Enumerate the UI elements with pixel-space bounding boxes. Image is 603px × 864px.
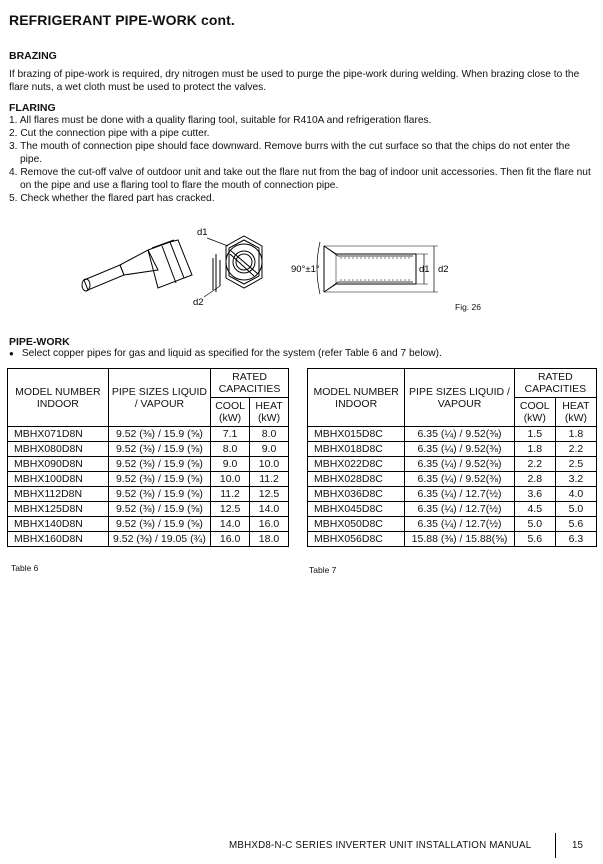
d2-pipe-label: d2 <box>438 264 449 275</box>
heat-cell: 9.0 <box>250 442 289 457</box>
heat-cell: 3.2 <box>555 472 596 487</box>
header-rated-capacities: RATED CAPACITIES <box>514 369 596 398</box>
heat-cell: 14.0 <box>250 502 289 517</box>
model-cell: MBHX100D8N <box>8 472 109 487</box>
table-7 <box>307 368 597 547</box>
cool-cell: 5.6 <box>514 532 555 547</box>
flaring-step: 5. Check whether the flared part has cracked. <box>9 193 215 204</box>
table-row <box>308 457 597 472</box>
cool-cell: 16.0 <box>211 532 250 547</box>
pipe-size-cell: 6.35 (¼) / 9.52(⅜) <box>405 427 514 442</box>
angle-label: 90°±1° <box>291 264 320 275</box>
heat-cell: 1.8 <box>555 427 596 442</box>
table-row <box>308 487 597 502</box>
cool-cell: 8.0 <box>211 442 250 457</box>
cool-cell: 5.0 <box>514 517 555 532</box>
brazing-text: If brazing of pipe-work is required, dry nitrogen must be used to purge the pipe-work during welding. When brazing close to the flare nuts, a wet cloth must be used to protect the valves. <box>9 69 580 93</box>
flaring-heading: FLARING <box>9 102 56 114</box>
table-row <box>8 472 289 487</box>
model-cell: MBHX125D8N <box>8 502 109 517</box>
model-cell: MBHX028D8C <box>308 472 405 487</box>
cool-cell: 4.5 <box>514 502 555 517</box>
header-heat: HEAT (kW) <box>250 398 289 427</box>
model-cell: MBHX160D8N <box>8 532 109 547</box>
table-row <box>8 532 289 547</box>
flaring-step: 4. Remove the cut-off valve of outdoor unit and take out the flare nut from the bag of indoor unit accessories. Then fit the flare nut on the pipe and use a flaring tool to flare the mouth of connection pipe. <box>9 167 591 191</box>
pipe-size-cell: 6.35 (¼) / 12.7(½) <box>405 502 514 517</box>
cool-cell: 1.8 <box>514 442 555 457</box>
model-cell: MBHX071D8N <box>8 427 109 442</box>
header-model: MODEL NUMBER INDOOR <box>308 369 405 427</box>
heat-cell: 18.0 <box>250 532 289 547</box>
footer-divider <box>555 833 556 858</box>
figure-caption: Fig. 26 <box>455 302 481 312</box>
table-row <box>308 532 597 547</box>
pipe-size-cell: 9.52 (⅜) / 15.9 (⅝) <box>108 502 210 517</box>
pipe-size-cell: 9.52 (⅜) / 15.9 (⅝) <box>108 472 210 487</box>
model-cell: MBHX015D8C <box>308 427 405 442</box>
heat-cell: 12.5 <box>250 487 289 502</box>
cool-cell: 11.2 <box>211 487 250 502</box>
cool-cell: 2.8 <box>514 472 555 487</box>
table-row <box>8 457 289 472</box>
header-rated-capacities: RATED CAPACITIES <box>211 369 289 398</box>
heat-cell: 10.0 <box>250 457 289 472</box>
pipe-size-cell: 6.35 (¼) / 9.52(⅜) <box>405 472 514 487</box>
heat-cell: 4.0 <box>555 487 596 502</box>
model-cell: MBHX090D8N <box>8 457 109 472</box>
bullet-dot: ● <box>9 349 14 358</box>
model-cell: MBHX080D8N <box>8 442 109 457</box>
model-cell: MBHX045D8C <box>308 502 405 517</box>
cool-cell: 3.6 <box>514 487 555 502</box>
table-6 <box>7 368 289 547</box>
flaring-list <box>9 114 594 205</box>
pipe-size-cell: 6.35 (¼) / 12.7(½) <box>405 517 514 532</box>
table-row <box>308 502 597 517</box>
pipework-bullet-text: Select copper pipes for gas and liquid as specified for the system (refer Table 6 and 7 below). <box>21 348 442 359</box>
pipe-size-cell: 6.35 (¼) / 12.7(½) <box>405 487 514 502</box>
flare-figure <box>80 220 500 315</box>
header-cool: COOL (kW) <box>211 398 250 427</box>
page-title: REFRIGERANT PIPE-WORK cont. <box>9 12 235 28</box>
cool-cell: 9.0 <box>211 457 250 472</box>
model-cell: MBHX036D8C <box>308 487 405 502</box>
flaring-step: 3. The mouth of connection pipe should face downward. Remove burrs with the cut surface so that the chips do not enter the pipe. <box>9 141 571 165</box>
flare-nut-side-drawing <box>82 240 192 291</box>
heat-cell: 2.5 <box>555 457 596 472</box>
heat-cell: 5.6 <box>555 517 596 532</box>
heat-cell: 5.0 <box>555 502 596 517</box>
page-number: 15 <box>572 840 583 851</box>
table-row <box>308 472 597 487</box>
pipe-size-cell: 15.88 (⅜) / 15.88(⅝) <box>405 532 514 547</box>
heat-cell: 8.0 <box>250 427 289 442</box>
model-cell: MBHX140D8N <box>8 517 109 532</box>
pipe-size-cell: 9.52 (⅜) / 15.9 (⅝) <box>108 517 210 532</box>
d2-nut-label: d2 <box>193 297 204 308</box>
flare-nut-end-drawing <box>213 236 262 292</box>
table-row <box>8 427 289 442</box>
brazing-heading: BRAZING <box>9 50 57 62</box>
heat-cell: 2.2 <box>555 442 596 457</box>
header-cool: COOL (kW) <box>514 398 555 427</box>
cool-cell: 14.0 <box>211 517 250 532</box>
cool-cell: 2.2 <box>514 457 555 472</box>
header-heat: HEAT (kW) <box>555 398 596 427</box>
heat-cell: 16.0 <box>250 517 289 532</box>
cool-cell: 12.5 <box>211 502 250 517</box>
d1-pipe-label: d1 <box>419 264 430 275</box>
heat-cell: 6.3 <box>555 532 596 547</box>
table-row <box>8 502 289 517</box>
footer-text: MBHXD8-N-C SERIES INVERTER UNIT INSTALLATION MANUAL <box>229 840 532 851</box>
table-row <box>8 517 289 532</box>
model-cell: MBHX018D8C <box>308 442 405 457</box>
pipework-bullet <box>9 348 442 359</box>
pipe-size-cell: 9.52 (⅜) / 15.9 (⅝) <box>108 427 210 442</box>
d1-nut-label: d1 <box>197 227 208 238</box>
cool-cell: 7.1 <box>211 427 250 442</box>
model-cell: MBHX050D8C <box>308 517 405 532</box>
pipe-size-cell: 9.52 (⅜) / 15.9 (⅝) <box>108 487 210 502</box>
cool-cell: 1.5 <box>514 427 555 442</box>
header-model: MODEL NUMBER INDOOR <box>8 369 109 427</box>
table-row <box>8 442 289 457</box>
table-row <box>308 442 597 457</box>
pipe-size-cell: 9.52 (⅜) / 15.9 (⅝) <box>108 457 210 472</box>
flaring-step: 2. Cut the connection pipe with a pipe cutter. <box>9 128 210 139</box>
header-pipe-sizes: PIPE SIZES LIQUID / VAPOUR <box>108 369 210 427</box>
table-7-caption: Table 7 <box>309 565 337 575</box>
model-cell: MBHX056D8C <box>308 532 405 547</box>
model-cell: MBHX112D8N <box>8 487 109 502</box>
header-pipe-sizes: PIPE SIZES LIQUID / VAPOUR <box>405 369 514 427</box>
pipe-size-cell: 6.35 (¼) / 9.52(⅜) <box>405 442 514 457</box>
model-cell: MBHX022D8C <box>308 457 405 472</box>
pipework-heading: PIPE-WORK <box>9 336 70 348</box>
cool-cell: 10.0 <box>211 472 250 487</box>
table-row <box>8 487 289 502</box>
heat-cell: 11.2 <box>250 472 289 487</box>
pipe-size-cell: 9.52 (⅜) / 19.05 (¾) <box>108 532 210 547</box>
table-6-caption: Table 6 <box>11 563 39 573</box>
table-row <box>308 517 597 532</box>
pipe-size-cell: 6.35 (¼) / 9.52(⅜) <box>405 457 514 472</box>
pipe-size-cell: 9.52 (⅜) / 15.9 (⅝) <box>108 442 210 457</box>
table-row <box>308 427 597 442</box>
flaring-step: 1. All flares must be done with a quality flaring tool, suitable for R410A and refrigeration flares. <box>9 115 432 126</box>
